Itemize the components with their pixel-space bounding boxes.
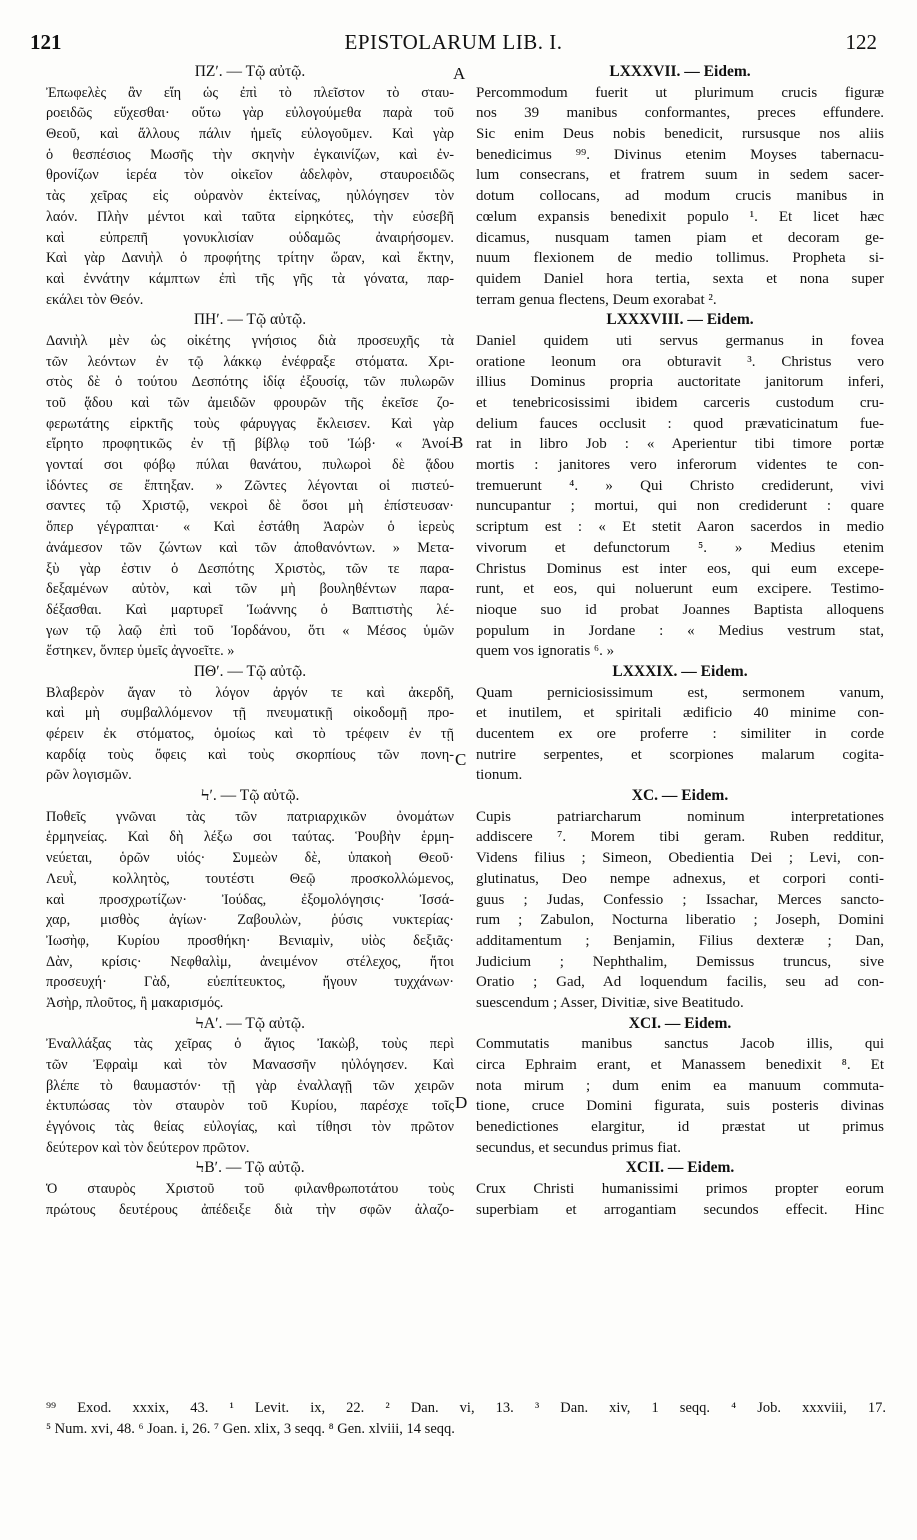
greek-text-line: σαντες τῷ Χριστῷ, νεκροὶ δὲ ὅσοι μὴ ἐπίστευσαν· bbox=[46, 498, 454, 515]
greek-text-heading: ϞΑʹ. — Τῷ αὐτῷ. bbox=[195, 1014, 305, 1032]
latin-text-line: secundus, et secundus primus fiat. bbox=[476, 1139, 681, 1156]
greek-text-line: φερωτάτης εἱρκτῆς τοὺς φάρυγγας ἔκλεισεν. Καὶ γὰρ bbox=[46, 415, 454, 432]
latin-text-line: ducentem ex ore proferre : similiter in corde bbox=[476, 726, 884, 742]
greek-text-line: ξὺ γὰρ ἐστιν ὁ Δεσπότης Χριστὸς, τῶν τε παρα- bbox=[46, 560, 454, 577]
greek-text-line: Ἰωσὴφ, Κυρίου προσθήκη· Βενιαμὶν, υἱὸς δεξιᾶς· bbox=[46, 932, 454, 949]
latin-text-line: dotum collocans, ad modum crucis manibus in bbox=[476, 188, 884, 205]
latin-text-line: tremuerunt ⁴. » Qui Christo crediderunt, vivi bbox=[476, 477, 884, 494]
running-title: EPISTOLARUM LIB. I. bbox=[344, 30, 563, 54]
greek-text-line: στὸς δὲ ὁ τούτου Δεσπότης ἰδίᾳ ἐξουσίᾳ, τῶν πυλωρῶν bbox=[46, 374, 454, 391]
latin-text-line: addiscere ⁷. Morem tibi geram. Ruben redditur, bbox=[476, 829, 884, 846]
footnote-line: ⁵ Num. xvi, 48. ⁶ Joan. i, 26. ⁷ Gen. xlix, 3 seqq. ⁸ Gen. xlviii, 14 seqq. bbox=[46, 1420, 455, 1437]
greek-text-heading: ΠΘʹ. — Τῷ αὐτῷ. bbox=[193, 662, 307, 680]
greek-text-line: καὶ εὐπρεπῆ γονυκλισίαν οὐδαμῶς ἀναιρήσομεν. bbox=[46, 229, 454, 246]
latin-text-line: suescendum ; Asser, Divitiæ, sive Beatitudo. bbox=[476, 994, 744, 1011]
greek-text-line: τοῦ ᾅδου καὶ τῶν ἀμειδῶν φρουρῶν τῆς ἐκεῖσε ζο- bbox=[46, 395, 454, 411]
latin-text-line: Videns filius ; Simeon, Obedientia Dei ; Levi, con- bbox=[476, 850, 884, 867]
latin-text-heading: LXXXVII. — Eidem. bbox=[609, 63, 751, 80]
greek-text-line: θρονίζων ἱερέα τὸν οἰκεῖον ἀδελφὸν, σταυροειδῶς bbox=[46, 167, 454, 184]
latin-text-line: circa Ephraim erant, et Manassem benedixit ⁸. Et bbox=[476, 1057, 884, 1073]
greek-text-line: Ἀσὴρ, πλοῦτος, ἢ μακαρισμός. bbox=[46, 994, 224, 1011]
greek-text-line: Καὶ γὰρ Δανιὴλ ὁ προφήτης τρίτην ὥραν, καὶ ἕκτην, bbox=[46, 250, 454, 267]
latin-text-line: nioque suo id probat Joannes Baptista alloquens bbox=[476, 601, 884, 618]
greek-text-heading: ΠΖʹ. — Τῷ αὐτῷ. bbox=[194, 63, 306, 80]
greek-text-line: Δανιὴλ μὲν ὡς οἰκέτης γνήσιος διὰ προσευχῆς τὰ bbox=[46, 332, 454, 349]
latin-text-heading: LXXXVIII. — Eidem. bbox=[606, 311, 754, 329]
greek-text-line: εκάλει τὸν Θεόν. bbox=[46, 291, 144, 308]
greek-text-line: δεύτερον καὶ τὸν δεύτερον πρῶτον. bbox=[46, 1139, 250, 1156]
latin-text-line: delium fauces occlusit : quod prævaticinatum fue- bbox=[476, 415, 884, 432]
greek-text-line: νεύεται, ὁρῶν υἱός· Συμεὼν δὲ, ὑπακοὴ Θεοῦ· bbox=[46, 850, 454, 867]
greek-text-line: Ὁ σταυρὸς Χριστοῦ τοῦ φιλανθρωποτάτου τοὺς bbox=[46, 1181, 454, 1198]
latin-text-line: additamentum ; Benjamin, Filius dexteræ ; Dan, bbox=[476, 932, 884, 949]
greek-column bbox=[46, 62, 454, 1221]
greek-text-line: Ἐναλλάξας τὰς χεῖρας ὁ ἅγιος Ἰακὼβ, τοὺς περὶ bbox=[46, 1036, 454, 1053]
latin-text-line: populum in Jordane : « Medius vestrum stat, bbox=[476, 622, 884, 639]
greek-text-line: λαόν. Πλὴν μέντοι καὶ ταῦτα εἰρηκότες, τὴν εὐσεβῆ bbox=[46, 208, 454, 225]
latin-text-line: Oratio ; Gad, Ad loquendum facilis, seu ad con- bbox=[476, 974, 884, 991]
latin-text-line: Judicium ; Nephthalim, Demissus truncus, sive bbox=[476, 953, 884, 970]
latin-text-line: rum ; Zabulon, Nocturna liberatio ; Joseph, Domini bbox=[476, 912, 884, 929]
greek-text-heading: ΠΗʹ. — Τῷ αὐτῷ. bbox=[193, 311, 307, 329]
latin-text-line: nuum flexionem de medio tollimus. Propheta si- bbox=[476, 250, 884, 267]
greek-text-line: Θεοῦ, καὶ ἄλλους πάλιν ἡμεῖς εὐλογοῦμεν. Καὶ γὰρ bbox=[46, 126, 454, 143]
margin-letter-b: B bbox=[452, 433, 464, 452]
latin-text-line: glutinatus, Deo nempe adnexus, et corpori conti- bbox=[476, 870, 884, 887]
latin-text-line: scriptum est : « Et stetit Aaron sacerdos in medio bbox=[476, 519, 884, 536]
footnote-line: ⁹⁹ Exod. xxxix, 43. ¹ Levit. ix, 22. ² Dan. vi, 13. ³ Dan. xiv, 1 seqq. ⁴ Job. xxxviii, 17. bbox=[46, 1400, 886, 1416]
latin-column bbox=[476, 62, 884, 1221]
latin-text-line: vivorum et defunctorum ⁵. » Medius etenim bbox=[476, 539, 884, 556]
latin-text-line: dicamus, nusquam tamen piam et decoram ge- bbox=[476, 229, 884, 246]
latin-text-line: superbiam et arrogantiam secundos effecit. Hinc bbox=[476, 1201, 884, 1218]
latin-text-line: Christus Dominus est inter eos, qui eum excepe- bbox=[476, 560, 884, 577]
greek-text-line: ρῶν λογισμῶν. bbox=[46, 767, 132, 784]
greek-text-line: Δὰν, κρίσις· Νεφθαλὶμ, ἀνειμένον στέλεχος, ἤτοι bbox=[46, 953, 454, 970]
latin-text-line: Cupis patriarcharum nominum interpretationes bbox=[476, 808, 884, 825]
greek-text-line: χαρ, μισθὸς ἀγίων· Ζαβουλὼν, ῥύσις νυκτερίας· bbox=[46, 912, 454, 929]
latin-text-line: runt, et eos, qui noluerunt eum excipere. Testimo- bbox=[476, 581, 884, 598]
greek-text-line: ἐγγόνοις τὰς θείας εὐλογίας, καὶ τίθησι τὸν πρῶτον bbox=[46, 1119, 454, 1136]
greek-text-line: προσευχή· Γὰδ, εὐεπίτευκτος, ἤγουν τυχχάνων· bbox=[46, 974, 454, 991]
footnotes bbox=[46, 1398, 886, 1439]
latin-text-line: et tenebricosissimi ibidem carceris custodum cru- bbox=[476, 395, 884, 411]
latin-text-heading: LXXXIX. — Eidem. bbox=[612, 662, 748, 680]
greek-text-line: ἰδόντες σε ἔπτηξαν. » Ζῶντες λέγονται οἱ πιστεύ- bbox=[46, 477, 454, 494]
latin-text-line: Daniel quidem uti servus germanus in fovea bbox=[476, 332, 884, 349]
latin-text-line: terram genua flectens, Deum exorabat ². bbox=[476, 291, 717, 308]
latin-text-line: et inutilem, et spiritali ædificio 40 minime con- bbox=[476, 705, 884, 722]
greek-text-line: καὶ προσχρωτίζων· Ἰούδας, ἐξομολόγησις· Ἰσσά- bbox=[46, 891, 454, 908]
greek-text-line: γονταί σοι φόβῳ πύλαι θανάτου, πυλωροὶ δὲ ᾅδου bbox=[46, 457, 454, 474]
greek-text-line: πρώτους δευτέρους ἀπέδειξε διὰ τὴν σφῶν ἀλαζο- bbox=[46, 1201, 454, 1218]
greek-text-line: τὰς χεῖρας εἰς οὐρανὸν ἐκτείνας, ηὐλόγησεν τὸν bbox=[46, 188, 454, 205]
latin-text-line: cœlum expansis benedixit populo ¹. Et licet hæc bbox=[476, 208, 884, 225]
latin-text-line: Percommodum fuerit ut plurimum crucis figuræ bbox=[476, 84, 884, 101]
margin-letter-c: C bbox=[455, 750, 467, 769]
greek-text-line: φέρειν ἐκ στόματος, ὁμοίως καὶ τὸ τρέφειν ἐν τῇ bbox=[46, 726, 454, 742]
latin-text-line: Sic enim Deus nobis benedicit, rursusque nos aliis bbox=[476, 126, 884, 143]
greek-text-line: Ποθεῖς γνῶναι τὰς τῶν πατριαρχικῶν ὀνομάτων bbox=[46, 808, 454, 825]
latin-text-line: lum consecrans, et fratrem suum in sedem sacer- bbox=[476, 167, 884, 184]
greek-text-line: καρδίᾳ τοὺς ὄφεις καὶ τοὺς σκορπίους τῶν πονη- bbox=[46, 746, 454, 763]
greek-text-line: ροειδῶς εὔχεσθαι· οὕτω γὰρ εὐλογούμεθα παρὰ τοῦ bbox=[46, 105, 454, 122]
greek-text-line: ἕστηκεν, ὅνπερ ὑμεῖς ἀγνοεῖτε. » bbox=[46, 643, 235, 660]
latin-text-line: nota mirum ; dum enim ea manuum commuta- bbox=[476, 1077, 884, 1094]
greek-text-line: Βλαβερὸν ἄγαν τὸ λόγον ἀργόν τε καὶ ἀκερδῆ, bbox=[46, 684, 454, 701]
greek-text-heading: Ϟʹ. — Τῷ αὐτῷ. bbox=[200, 787, 300, 805]
latin-text-line: Crux Christi humanissimi primos propter eorum bbox=[476, 1181, 884, 1198]
greek-text-line: καὶ μὴ συμβαλλόμενον τῇ πνευματικῇ οἰκοδομῇ προ- bbox=[46, 705, 454, 722]
greek-text-line: καὶ ἐννάτην κάμπτων ἐπὶ τῆς γῆς τὰ γόνατα, παρ- bbox=[46, 270, 454, 287]
page-number-left: 121 bbox=[30, 30, 62, 54]
latin-text-line: quem vos ignoratis ⁶. » bbox=[476, 643, 615, 660]
latin-text-line: Commutatis manibus sanctus Jacob illis, qui bbox=[476, 1036, 884, 1053]
greek-text-line: δέξασθαι. Καὶ μαρτυρεῖ Ἰωάννης ὁ Βαπτιστὴς λέ- bbox=[46, 601, 454, 618]
latin-text-line: tione, cruce Domini figurata, suis posteris divinas bbox=[476, 1098, 884, 1115]
latin-text-line: benedicimus ⁹⁹. Divinus etenim Moyses tabernacu- bbox=[476, 146, 884, 163]
latin-text-line: nutrire serpentes, et scorpiones malarum cogita- bbox=[476, 746, 884, 763]
latin-text-heading: XCII. — Eidem. bbox=[625, 1159, 735, 1177]
greek-text-heading: ϞΒʹ. — Τῷ αὐτῷ. bbox=[195, 1159, 305, 1177]
greek-text-line: εἴρητο προφητικῶς ἐν τῇ βίβλῳ τοῦ Ἰώβ· « Ἀνοί- bbox=[46, 436, 454, 453]
latin-text-line: rat in libro Job : « Aperientur tibi timore portæ bbox=[476, 436, 884, 453]
greek-text-line: ἀνάμεσον τῶν ζώντων καὶ τῶν ἀποθανόντων. » Μετα- bbox=[46, 539, 454, 556]
latin-text-heading: XCI. — Eidem. bbox=[628, 1014, 732, 1032]
greek-text-line: τῶν Ἐφραὶμ καὶ τὸν Μανασσῆν ηὐλόγησεν. Καὶ bbox=[46, 1057, 454, 1073]
greek-text-line: δεξαμένων αὐτὸν, καὶ τῶν μὴ βουληθέντων παρα- bbox=[46, 581, 454, 598]
greek-text-line: βλέπε τὸ θαυμαστόν· τῇ γὰρ ἐναλλαγῇ τῶν χειρῶν bbox=[46, 1077, 454, 1094]
greek-text-line: ἑρμηνείας. Καὶ δὴ λέξω σοι ταύτας. Ῥουβὴν ἑρμη- bbox=[46, 829, 454, 846]
greek-text-line: Λευῒ, κολλητὸς, τουτέστι Θεῷ προσκολλώμενος, bbox=[46, 870, 454, 887]
greek-text-line: γων τῷ λαῷ ἐπὶ τοῦ Ἰορδάνου, ὅτι « Μέσος ὑμῶν bbox=[46, 622, 454, 639]
page-number-right: 122 bbox=[845, 30, 877, 54]
latin-text-heading: XC. — Eidem. bbox=[631, 787, 729, 805]
latin-text-line: nos 39 manibus conformantes, preces effundere. bbox=[476, 105, 884, 122]
latin-text-line: illius Dominus propria auctoritate janitorum inferi, bbox=[476, 374, 884, 391]
greek-text-line: τῶν λεόντων ἐν τῷ λάκκῳ ἐνέφραξε στόματα. Χρι- bbox=[46, 353, 454, 370]
latin-text-line: Quam perniciosissimum est, sermonem vanum, bbox=[476, 684, 884, 701]
margin-letter-a: A bbox=[453, 64, 466, 83]
margin-letter-d: D bbox=[455, 1093, 468, 1112]
latin-text-line: mortis : janitores vero inferorum videntes te con- bbox=[476, 457, 884, 474]
greek-text-line: Ἐπωφελὲς ἂν εἴη ὡς ἐπὶ τὸ πλεῖστον τὸ σταυ- bbox=[46, 84, 454, 101]
latin-text-line: tionum. bbox=[476, 767, 523, 784]
greek-text-line: ὅπερ γέγραπται· « Καὶ ἐστάθη Ἀαρὼν ὁ ἱερεὺς bbox=[46, 519, 454, 536]
running-header bbox=[30, 30, 877, 60]
greek-text-line: ἐκτυπώσας τὸν σταυρὸν τοῦ Κυρίου, παρέσχε τοῖς bbox=[46, 1098, 454, 1115]
latin-text-line: benedictiones elargitur, id præstat ut primus bbox=[476, 1119, 884, 1136]
greek-text-line: ὁ θεσπέσιος Μωσῆς τὴν σκηνὴν ἐγκαινίζων, καὶ ἐν- bbox=[46, 146, 454, 163]
latin-text-line: quidem Daniel hora tertia, sexta et nona super bbox=[476, 270, 884, 287]
latin-text-line: guus ; Judas, Confessio ; Issachar, Merces sancto- bbox=[476, 891, 884, 908]
latin-text-line: oratione leonum ora obturavit ³. Christus vero bbox=[476, 353, 884, 370]
latin-text-line: nuncupantur ; mortui, qui non crediderunt : quare bbox=[476, 498, 884, 515]
